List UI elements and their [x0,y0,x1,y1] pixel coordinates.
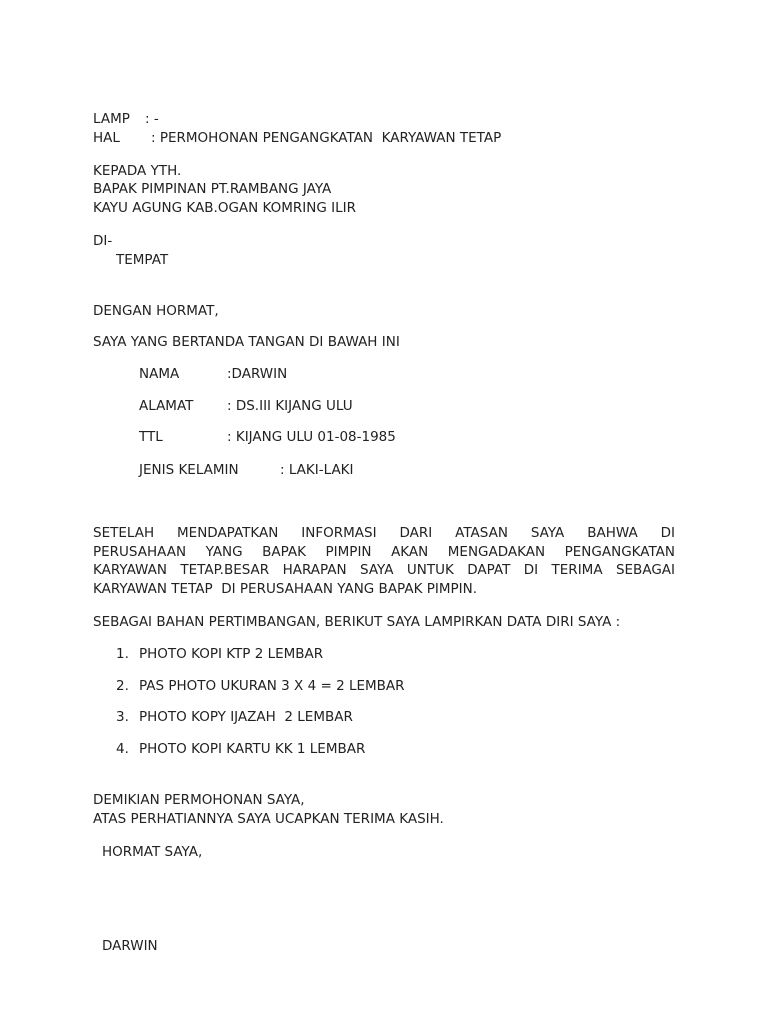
attachment-text: PAS PHOTO UKURAN 3 X 4 = 2 LEMBAR [139,678,405,694]
closing-line-1: DEMIKIAN PERMOHONAN SAYA, [93,792,305,808]
lamp-label: LAMP [93,111,130,127]
attachment-num: 4. [116,741,129,757]
intro: SAYA YANG BERTANDA TANGAN DI BAWAH INI [93,334,400,350]
identity-nama [139,365,287,383]
identity-ttl [139,428,396,446]
closing-line-2: ATAS PERHATIANNYA SAYA UCAPKAN TERIMA KASIH. [93,811,444,827]
identity-alamat [139,397,353,415]
hal-value: : PERMOHONAN PENGANGKATAN KARYAWAN TETAP [151,130,502,146]
attachment-item [116,677,405,695]
body-line-4: KARYAWAN TETAP DI PERUSAHAAN YANG BAPAK PIMPIN. [93,581,477,597]
recipient-di: DI- [93,233,113,249]
nama-label: NAMA [139,366,180,382]
recipient-line-3: KAYU AGUNG KAB.OGAN KOMRING ILIR [93,200,356,216]
ttl-value: : KIJANG ULU 01-08-1985 [227,429,396,445]
body-line-2 [93,543,675,561]
attachments-intro: SEBAGAI BAHAN PERTIMBANGAN, BERIKUT SAYA LAMPIRKAN DATA DIRI SAYA : [93,614,621,630]
greeting: DENGAN HORMAT, [93,303,219,319]
identity-jenis-kelamin [139,461,354,479]
hal-label: HAL [93,130,120,146]
recipient-line-1: KEPADA YTH. [93,163,182,179]
attachment-item [116,645,323,663]
recipient-line-2: BAPAK PIMPINAN PT.RAMBANG JAYA [93,181,332,197]
attachment-text: PHOTO KOPI KARTU KK 1 LEMBAR [139,741,366,757]
body-line-2-text: PERUSAHAAN YANG BAPAK PIMPIN AKAN MENGADAKAN PENGANGKATAN [93,544,675,560]
attachment-num: 2. [116,678,129,694]
hal-line [93,129,501,147]
closing-hormat: HORMAT SAYA, [102,844,203,860]
alamat-label: ALAMAT [139,398,194,414]
attachment-text: PHOTO KOPY IJAZAH 2 LEMBAR [139,709,353,725]
attachment-text: PHOTO KOPI KTP 2 LEMBAR [139,646,324,662]
body-line-3-text: KARYAWAN TETAP.BESAR HARAPAN SAYA UNTUK DAPAT DI TERIMA SEBAGAI [93,562,675,578]
jk-value: : LAKI-LAKI [280,462,354,478]
jk-label: JENIS KELAMIN [139,462,239,478]
body-line-3 [93,561,675,579]
attachment-item [116,708,353,726]
nama-value: :DARWIN [227,366,288,382]
body-line-1-text: SETELAH MENDAPATKAN INFORMASI DARI ATASAN SAYA BAHWA DI [93,525,675,541]
lamp-line [93,110,159,128]
body-line-1 [93,524,675,542]
signer-name: DARWIN [102,938,158,954]
ttl-label: TTL [139,429,163,445]
attachment-item [116,740,365,758]
attachment-num: 1. [116,646,129,662]
lamp-value: : - [145,111,159,127]
attachment-num: 3. [116,709,129,725]
alamat-value: : DS.III KIJANG ULU [227,398,353,414]
recipient-tempat: TEMPAT [116,252,169,268]
